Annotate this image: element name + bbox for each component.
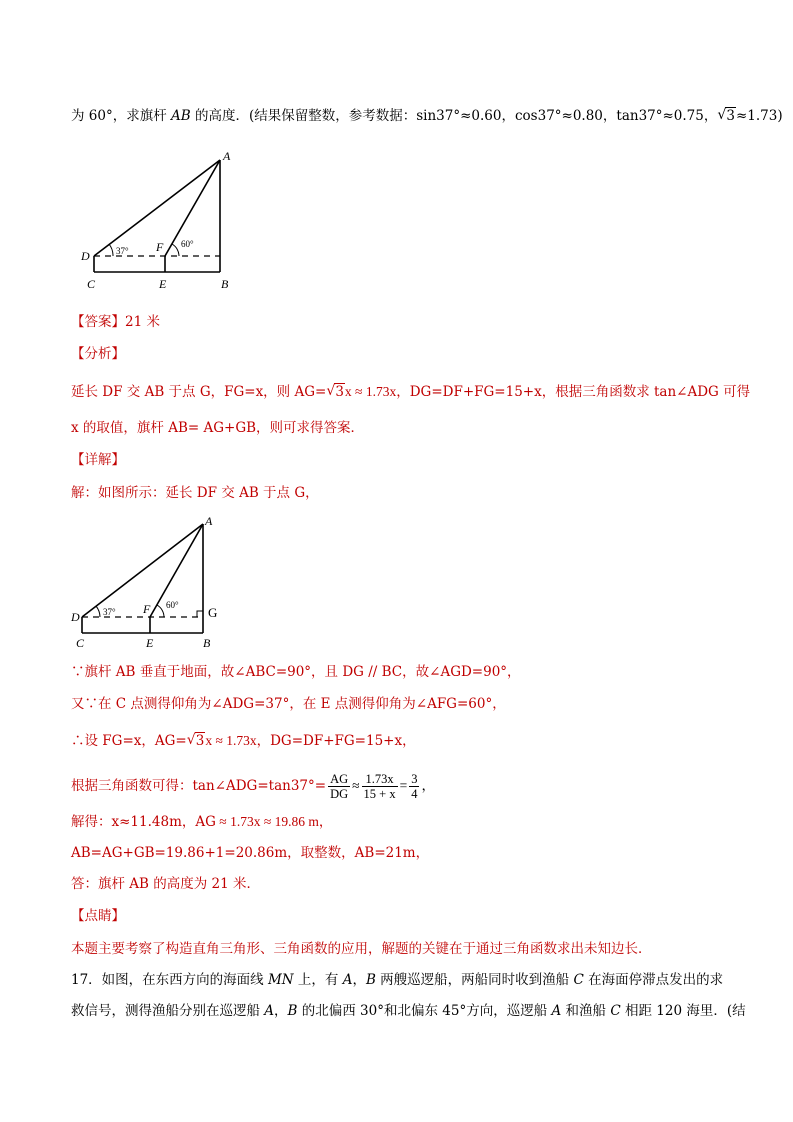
analysis-line-1-b: x ≈ 1.73x: [344, 384, 397, 399]
angle-arc-d: [96, 606, 100, 617]
fraction-ag-dg: [328, 772, 350, 801]
fraction-3-4: [409, 772, 419, 801]
problem-17-line-2: [71, 1001, 746, 1021]
detail-line-1: 解：如图所示：延长 DF 交 AB 于点 G，: [71, 485, 319, 501]
p17-b: 上，有: [293, 972, 343, 988]
analysis-line-1-a: 延长 DF 交 AB 于点 G，FG=x，则 AG=: [71, 384, 327, 400]
frac-numerator: 1.73x: [362, 772, 398, 787]
detail-line-8: 答：旗杆 AB 的高度为 21 米．: [71, 876, 261, 892]
intro-ab: AB: [171, 108, 191, 124]
approx-sign: ≈: [352, 778, 360, 793]
p17-a2: A: [264, 1003, 275, 1019]
intro-line: [71, 106, 783, 126]
detail-line-5-a: 根据三角函数可得：tan∠ADG=tan37°=: [71, 778, 327, 794]
p17-c: ，: [352, 972, 366, 988]
intro-suffix-b: ≈1.73): [735, 108, 783, 124]
p17-2a: 救信号，测得渔船分别在巡逻船: [71, 1003, 265, 1019]
angle-label-37: 37°: [103, 607, 116, 617]
label-c: C: [76, 636, 85, 650]
p17-a: 17．如图，在东西方向的海面线: [71, 972, 268, 988]
label-d: D: [81, 249, 90, 263]
detail-line-4-b: x ≈ 1.73x: [205, 733, 257, 748]
p17-2e: 相距 120 海里．(结: [620, 1003, 746, 1019]
analysis-sqrt-arg: 3: [335, 384, 344, 400]
label-b: B: [203, 636, 211, 650]
detail-line-4-c: ，DG=DF+FG=15+x，: [256, 733, 416, 749]
detail-sqrt-arg: 3: [195, 733, 205, 749]
detail-line-7: AB=AG+GB=19.86+1=20.86m，取整数，AB=21m，: [71, 845, 430, 861]
comment-text: 本题主要考察了构造直角三角形、三角函数的应用，解题的关键在于通过三角函数求出未知边长．: [71, 941, 652, 957]
figure-2: [70, 512, 230, 652]
label-f: F: [156, 240, 164, 254]
sqrt-symbol: [187, 731, 206, 751]
problem-17-line-1: [71, 970, 723, 990]
p17-b1: B: [365, 972, 376, 988]
analysis-line-1-c: ，DG=DF+FG=15+x，根据三角函数求 tan∠ADG 可得: [396, 384, 751, 400]
p17-2c: 的北偏西 30°和北偏东 45°方向，巡逻船: [297, 1003, 552, 1019]
intro-sqrt-arg: 3: [726, 108, 735, 124]
frac-denominator: 4: [411, 787, 418, 801]
p17-c1: C: [573, 972, 584, 988]
fraction-1-73x: [362, 772, 398, 801]
p17-2d: 和渔船: [561, 1003, 611, 1019]
angle-label-37: 37°: [116, 246, 129, 256]
frac-numerator: AG: [330, 772, 349, 786]
analysis-line-2: x 的取值，旗杆 AB= AG+GB，则可求得答案．: [71, 420, 365, 436]
label-a: A: [223, 149, 231, 163]
angle-arc-f: [157, 605, 164, 617]
intro-prefix: 为 60°，求旗杆: [71, 108, 172, 124]
label-f: F: [143, 602, 151, 616]
sqrt-symbol: [717, 106, 736, 126]
answer-text: 21 米: [125, 314, 160, 330]
detail-line-4-a: ∴设 FG=x，AG=: [71, 733, 187, 749]
angle-arc-d: [109, 244, 113, 256]
sqrt-symbol: [326, 382, 345, 402]
p17-2b: ，: [274, 1003, 288, 1019]
analysis-line-1: [71, 382, 750, 402]
p17-c2: C: [610, 1003, 621, 1019]
analysis-tag: 【分析】: [71, 346, 125, 362]
frac-denominator: 15 + x: [363, 787, 396, 801]
right-angle-mark: [197, 611, 203, 617]
p17-a3: A: [551, 1003, 562, 1019]
detail-line-6-b: ≈ 1.73x ≈ 19.86 m: [215, 814, 319, 829]
frac-denominator: DG: [330, 787, 349, 801]
p17-mn: MN: [267, 972, 294, 988]
label-b: B: [221, 277, 229, 291]
label-e: E: [159, 277, 167, 291]
p17-e: 在海面停滞点发出的求: [583, 972, 724, 988]
detail-line-5-end: ，: [421, 778, 435, 794]
detail-line-6: [71, 812, 332, 832]
figure-1: [78, 148, 258, 293]
label-a: A: [205, 514, 213, 528]
intro-suffix-a: 的高度．(结果保留整数，参考数据：sin37°≈0.60，cos37°≈0.80，tan37°≈0.75，: [190, 108, 718, 124]
equals-sign: =: [399, 778, 408, 793]
angle-arc-f: [172, 244, 179, 256]
detail-tag: 【详解】: [71, 452, 125, 468]
comment-tag: 【点睛】: [71, 908, 125, 924]
answer-line: [71, 312, 160, 332]
detail-line-4: [71, 731, 416, 751]
angle-label-60: 60°: [166, 600, 179, 610]
answer-tag: 【答案】: [71, 314, 125, 330]
angle-label-60: 60°: [181, 239, 194, 249]
detail-line-6-c: ，: [318, 814, 333, 830]
label-g: G: [208, 605, 218, 620]
label-d: D: [71, 610, 80, 624]
p17-b2: B: [287, 1003, 298, 1019]
detail-line-3: 又∵在 C 点测得仰角为∠ADG=37°，在 E 点测得仰角为∠AFG=60°，: [71, 696, 506, 712]
frac-numerator: 3: [411, 772, 418, 786]
detail-line-2: ∵旗杆 AB 垂直于地面，故∠ABC=90°，且 DG // BC，故∠AGD=90°，: [71, 664, 521, 680]
label-c: C: [87, 277, 96, 291]
detail-line-5: [71, 766, 435, 806]
p17-d: 两艘巡逻船，两船同时收到渔船: [375, 972, 574, 988]
p17-a1: A: [342, 972, 353, 988]
label-e: E: [146, 636, 154, 650]
detail-line-6-a: 解得：x≈11.48m，AG: [71, 814, 216, 830]
